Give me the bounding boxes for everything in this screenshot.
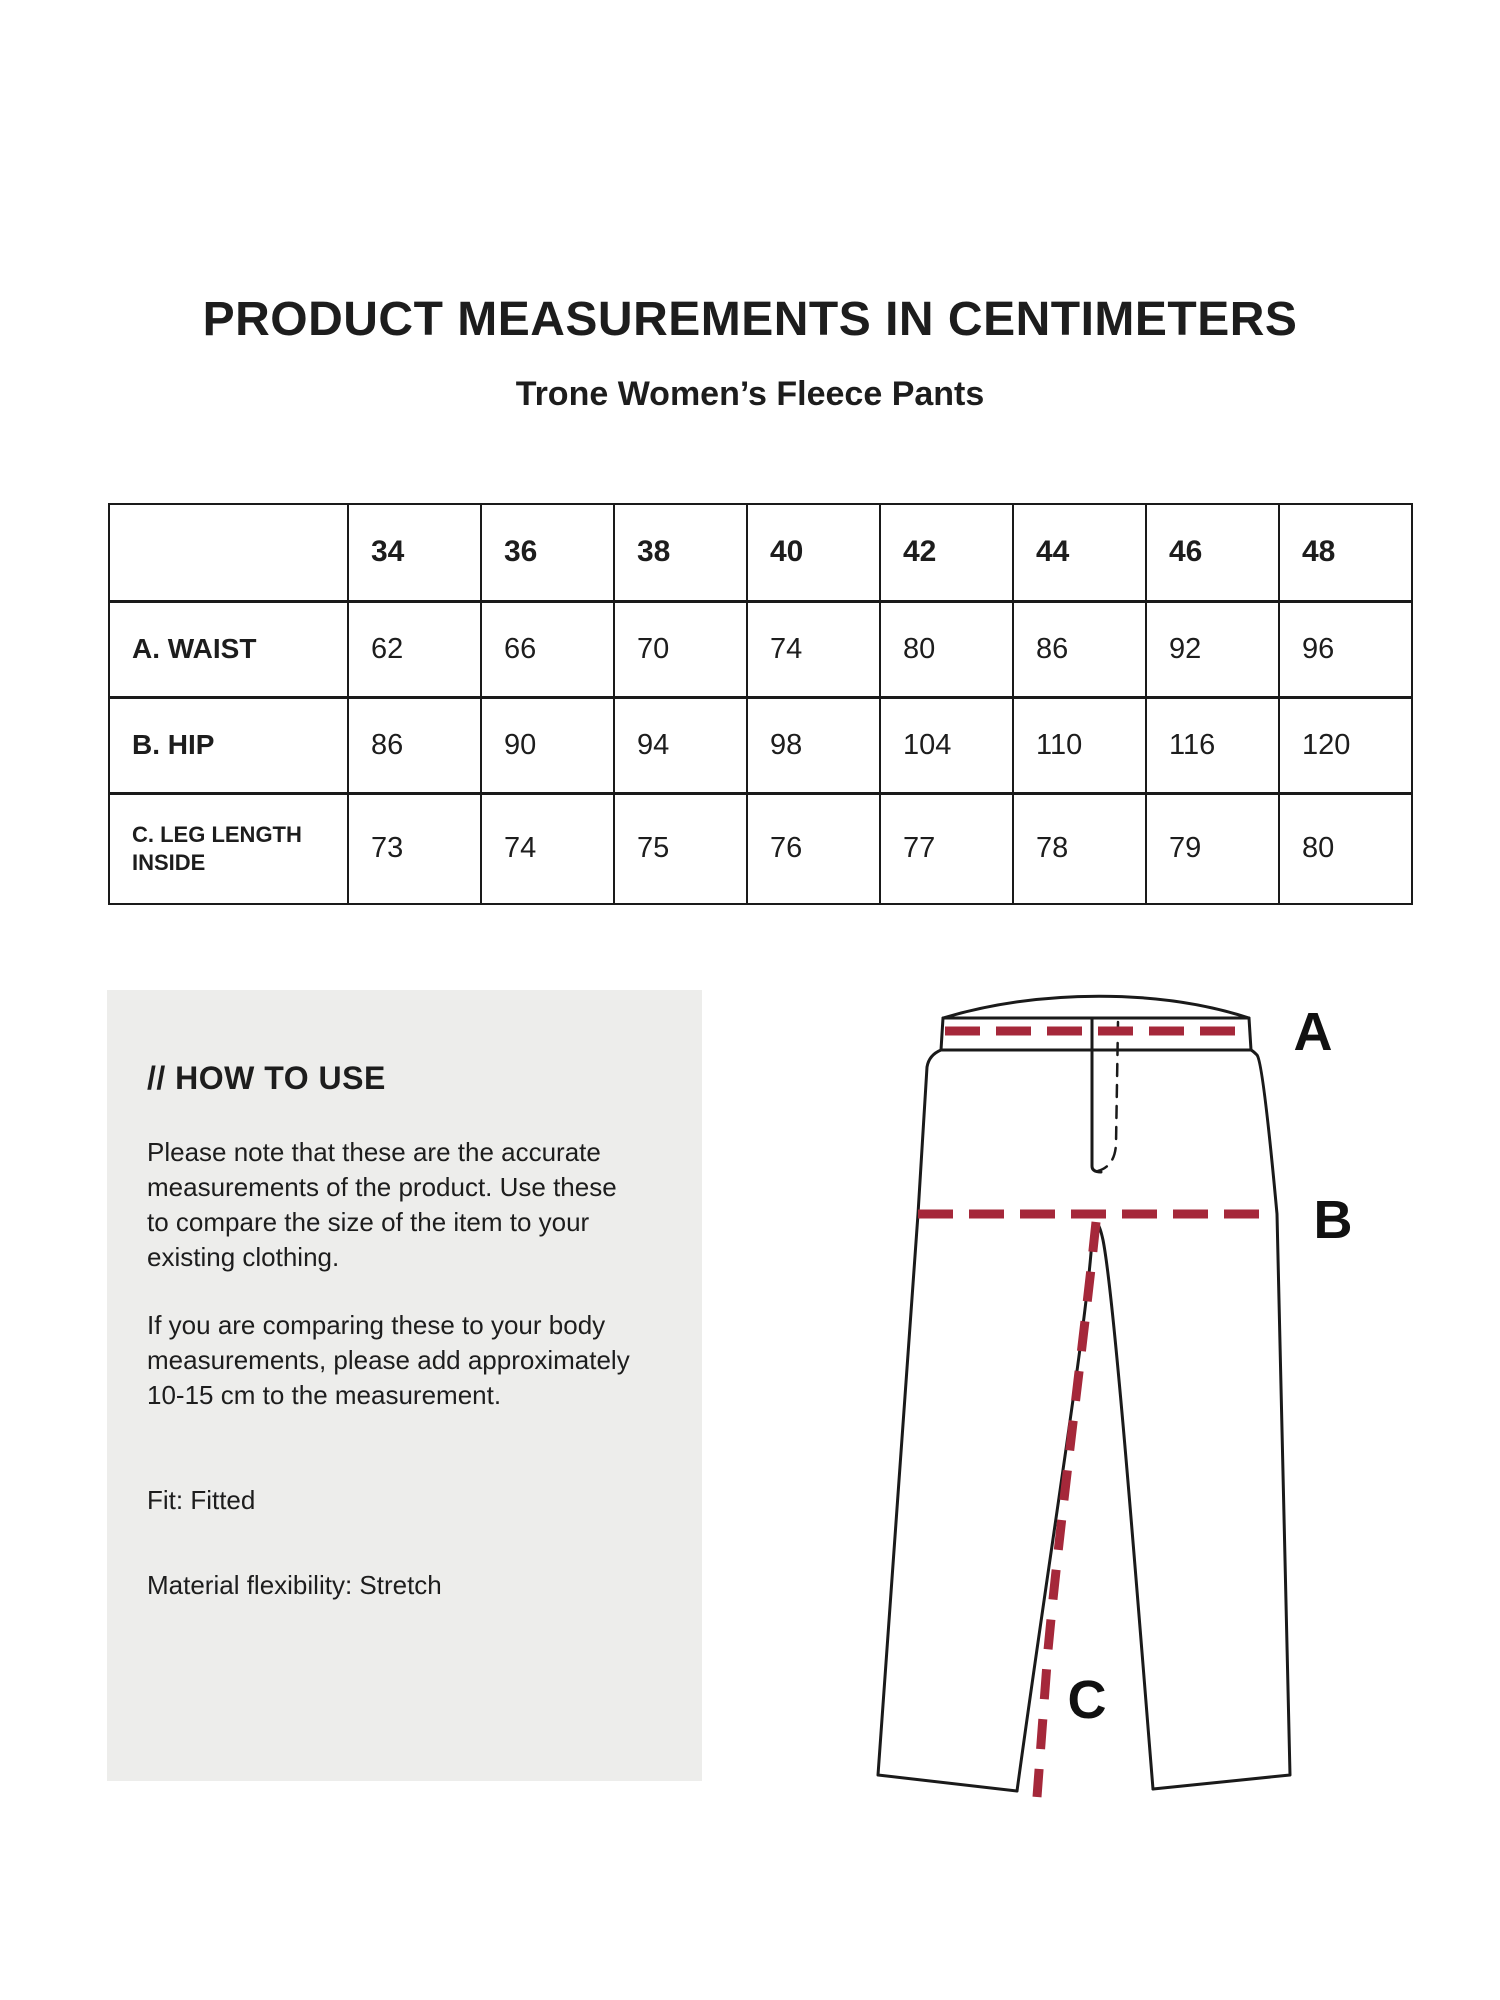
measurement-cell: 86 <box>348 697 481 793</box>
measurement-cell: 92 <box>1146 601 1279 697</box>
measurement-cell: 80 <box>880 601 1013 697</box>
diagram-label-a: A <box>1293 1002 1333 1062</box>
product-name: Trone Women’s Fleece Pants <box>515 375 985 413</box>
left-leg-outline <box>878 1050 1017 1791</box>
row-label-hip: B. HIP <box>109 697 348 793</box>
fly-stitch-dashed-line <box>1098 1022 1118 1171</box>
size-table <box>108 503 1413 905</box>
how-to-use-heading: // HOW TO USE <box>147 1060 386 1096</box>
measurement-cell: 78 <box>1013 793 1146 904</box>
measurement-cell: 80 <box>1279 793 1412 904</box>
measurement-cell: 74 <box>481 793 614 904</box>
material-flexibility-info: Material flexibility: Stretch <box>147 1570 442 1600</box>
size-col-header: 34 <box>348 504 481 601</box>
corner-cell <box>109 504 348 601</box>
size-col-header: 42 <box>880 504 1013 601</box>
pants-measurement-diagram <box>855 970 1365 1875</box>
size-col-header: 38 <box>614 504 747 601</box>
size-header-row <box>109 504 1412 601</box>
fly-center-line <box>1092 1018 1101 1172</box>
how-to-use-paragraph-1: Please note that these are the accurate measurements of the product. Use these to compare the size of the item to your existing clothing. <box>147 1137 617 1272</box>
measurement-cell: 90 <box>481 697 614 793</box>
measurement-cell: 74 <box>747 601 880 697</box>
size-col-header: 36 <box>481 504 614 601</box>
measurement-cell: 116 <box>1146 697 1279 793</box>
waistband-top-arc <box>943 996 1249 1018</box>
measurement-cell: 79 <box>1146 793 1279 904</box>
size-col-header: 44 <box>1013 504 1146 601</box>
measurement-cell: 86 <box>1013 601 1146 697</box>
measurement-cell: 66 <box>481 601 614 697</box>
measurement-cell: 75 <box>614 793 747 904</box>
waist-row <box>109 601 1412 697</box>
measurement-cell: 77 <box>880 793 1013 904</box>
how-to-use-panel <box>107 990 702 1781</box>
measurement-cell: 76 <box>747 793 880 904</box>
size-col-header: 40 <box>747 504 880 601</box>
row-label-leg-length: C. LEG LENGTH INSIDE <box>109 793 348 904</box>
size-col-header: 48 <box>1279 504 1412 601</box>
measurement-cell: 96 <box>1279 601 1412 697</box>
how-to-use-paragraph-2: If you are comparing these to your body measurements, please add approximately 10-15 cm to the measurement. <box>147 1310 630 1410</box>
measurement-cell: 62 <box>348 601 481 697</box>
hip-row <box>109 697 1412 793</box>
measurement-cell: 110 <box>1013 697 1146 793</box>
measurement-cell: 70 <box>614 601 747 697</box>
right-leg-outline <box>1153 1050 1290 1789</box>
measurement-cell: 104 <box>880 697 1013 793</box>
measurement-cell: 98 <box>747 697 880 793</box>
measurement-cell: 94 <box>614 697 747 793</box>
fit-info: Fit: Fitted <box>147 1485 256 1515</box>
size-col-header: 46 <box>1146 504 1279 601</box>
row-label-waist: A. WAIST <box>109 601 348 697</box>
page-title: PRODUCT MEASUREMENTS IN CENTIMETERS <box>202 293 1298 346</box>
diagram-label-b: B <box>1313 1190 1353 1250</box>
measurement-cell: 73 <box>348 793 481 904</box>
diagram-label-c: C <box>1067 1670 1107 1730</box>
leg-length-row <box>109 793 1412 904</box>
measurement-cell: 120 <box>1279 697 1412 793</box>
